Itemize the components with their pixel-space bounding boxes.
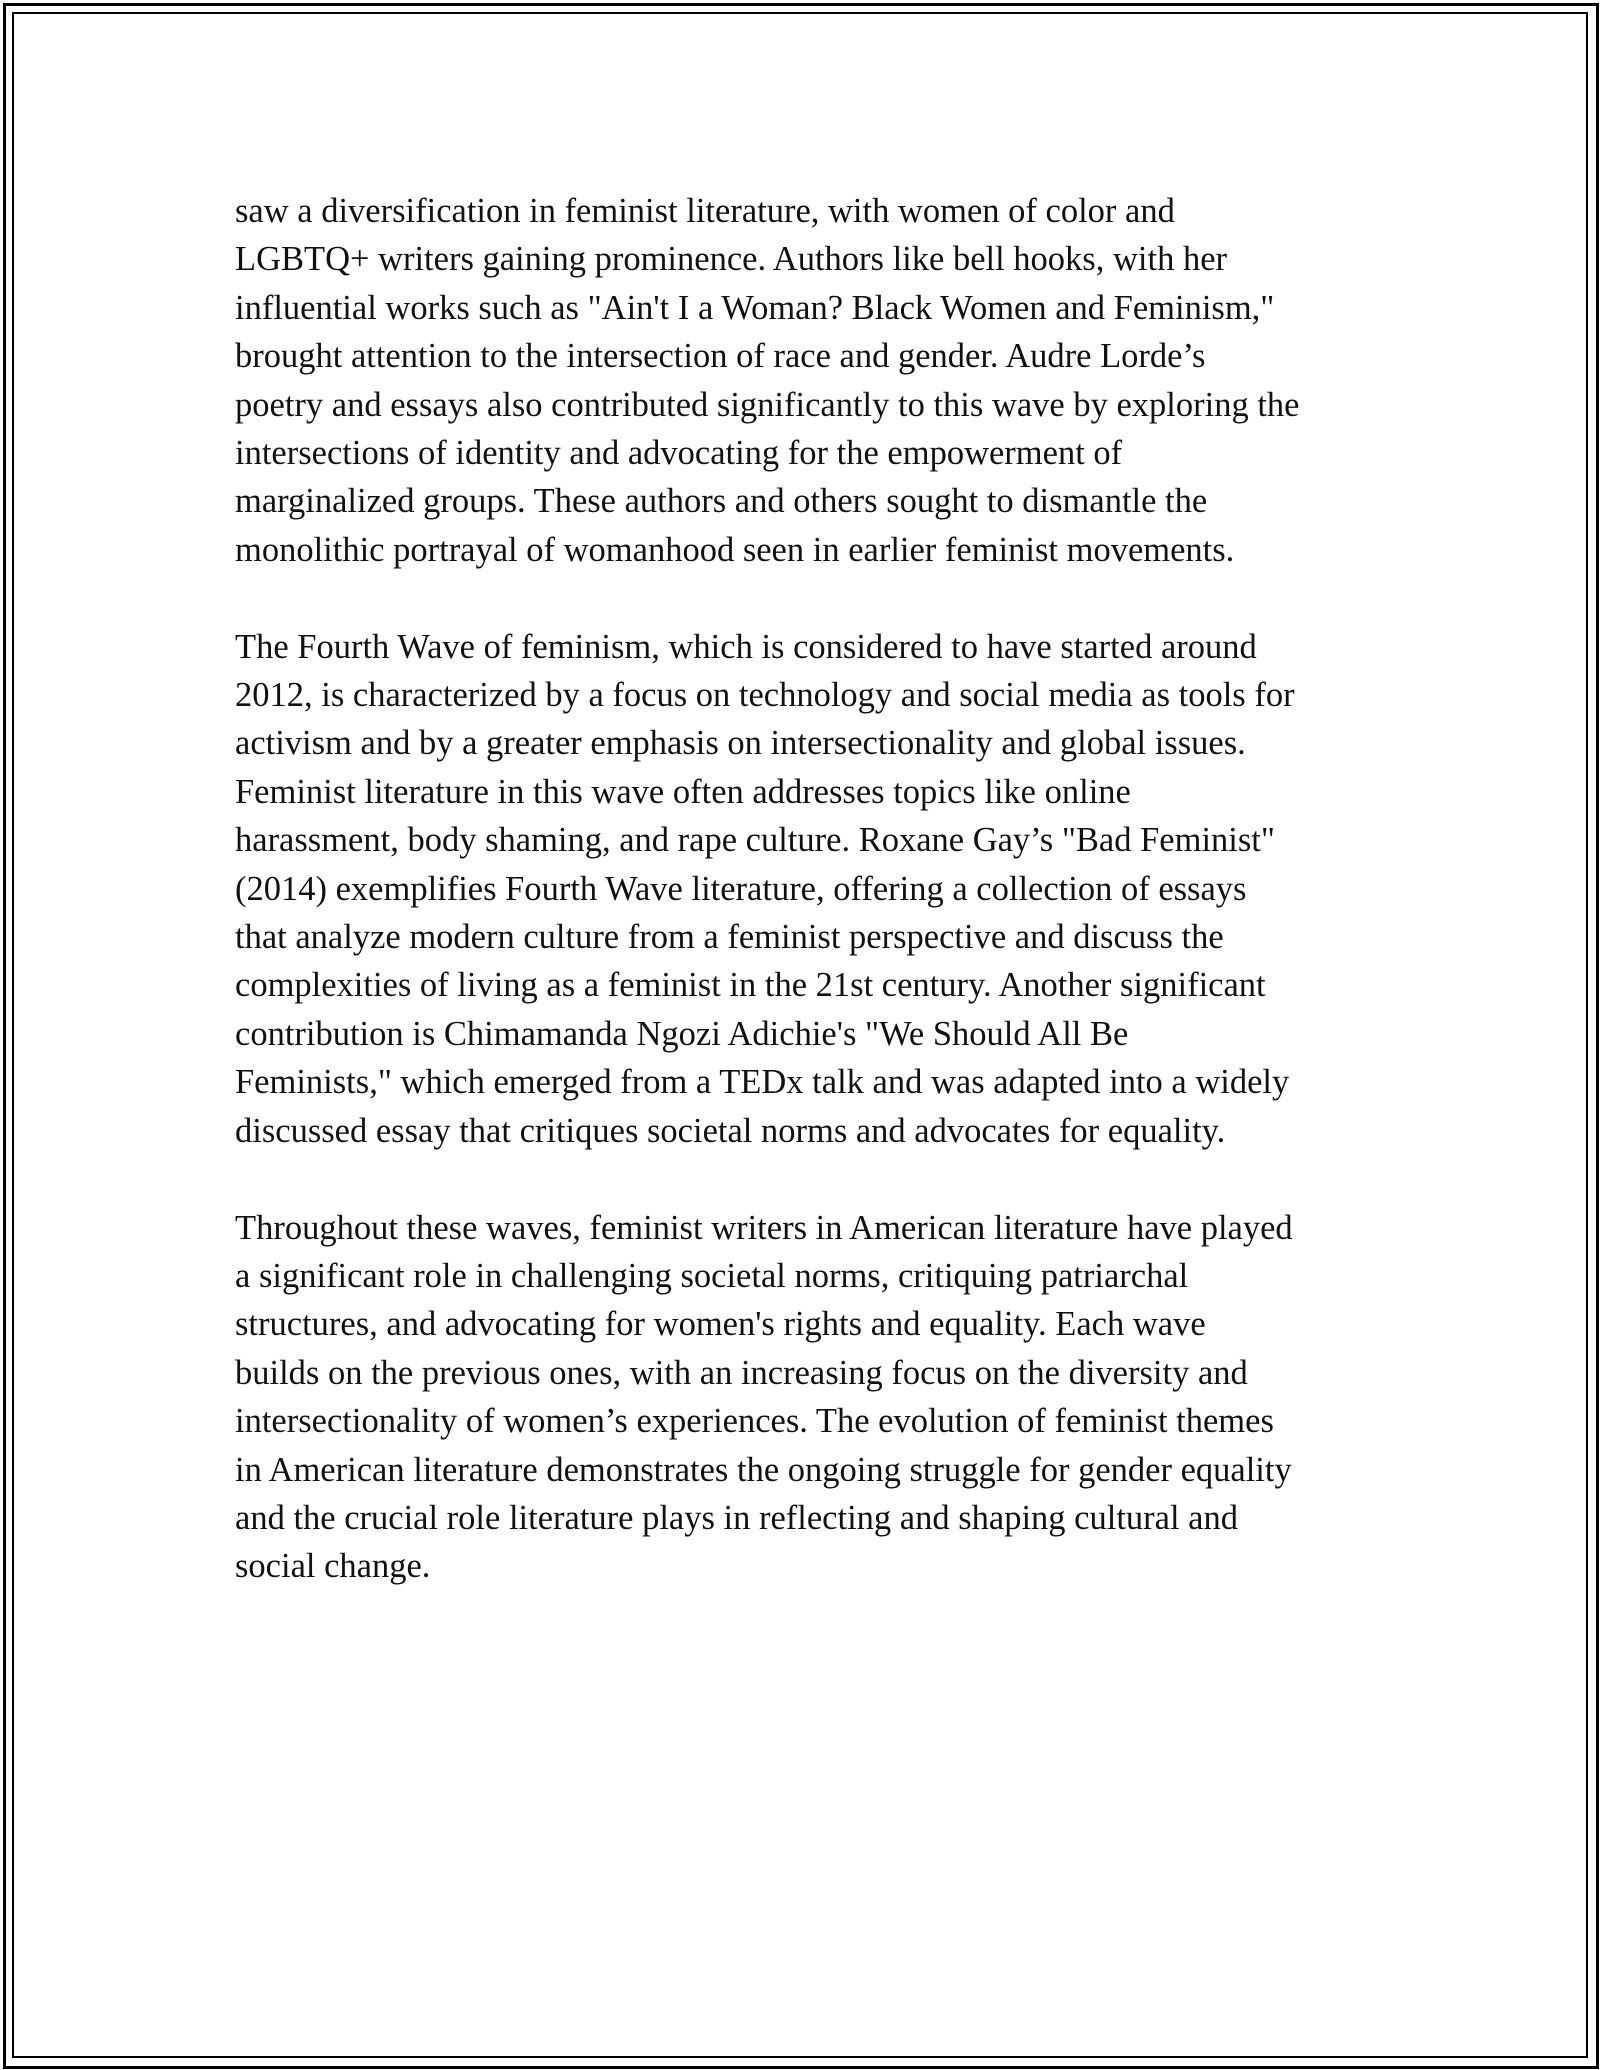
text-line: structures, and advocating for women's rights and equality. Each wave	[235, 1305, 1206, 1344]
text-line: builds on the previous ones, with an increasing focus on the diversity and	[235, 1353, 1248, 1392]
text-line: discussed essay that critiques societal norms and advocates for equality.	[235, 1111, 1226, 1150]
text-line: saw a diversification in feminist literature, with women of color and	[235, 192, 1175, 230]
text-line: Throughout these waves, feminist writers in American literature have played	[235, 1208, 1293, 1247]
text-line: 2012, is characterized by a focus on technology and social media as tools for	[235, 676, 1295, 715]
text-line: (2014) exemplifies Fourth Wave literature, offering a collection of essays	[235, 869, 1247, 908]
text-line: in American literature demonstrates the ongoing struggle for gender equality	[235, 1450, 1292, 1489]
text-line: intersectionality of women’s experiences. The evolution of feminist themes	[235, 1402, 1274, 1441]
text-line: marginalized groups. These authors and others sought to dismantle the	[235, 482, 1208, 521]
paragraph-third-wave	[235, 187, 1385, 574]
paragraph-conclusion	[235, 1204, 1385, 1591]
text-line: intersections of identity and advocating for the empowerment of	[235, 434, 1123, 473]
text-line: complexities of living as a feminist in the 21st century. Another significant	[235, 966, 1266, 1005]
text-line: Feminist literature in this wave often addresses topics like online	[235, 772, 1131, 811]
paragraph-fourth-wave	[235, 623, 1385, 1155]
text-line: brought attention to the intersection of race and gender. Audre Lorde’s	[235, 337, 1206, 376]
text-line: Feminists," which emerged from a TEDx talk and was adapted into a widely	[235, 1063, 1290, 1102]
text-line: influential works such as "Ain't I a Woman? Black Women and Feminism,"	[235, 288, 1275, 327]
text-line: poetry and essays also contributed significantly to this wave by exploring the	[235, 385, 1300, 424]
document-body	[235, 187, 1385, 1639]
text-line: activism and by a greater emphasis on intersectionality and global issues.	[235, 724, 1246, 763]
text-line: contribution is Chimamanda Ngozi Adichie's "We Should All Be	[235, 1014, 1129, 1053]
text-line: and the crucial role literature plays in reflecting and shaping cultural and	[235, 1498, 1238, 1537]
text-line: LGBTQ+ writers gaining prominence. Authors like bell hooks, with her	[235, 240, 1227, 279]
text-line: that analyze modern culture from a feminist perspective and discuss the	[235, 918, 1224, 957]
text-line: harassment, body shaming, and rape culture. Roxane Gay’s "Bad Feminist"	[235, 821, 1275, 860]
text-line: The Fourth Wave of feminism, which is considered to have started around	[235, 627, 1257, 666]
text-line: monolithic portrayal of womanhood seen in earlier feminist movements.	[235, 530, 1235, 569]
text-line: a significant role in challenging societal norms, critiquing patriarchal	[235, 1256, 1189, 1295]
text-line: social change.	[235, 1547, 431, 1586]
